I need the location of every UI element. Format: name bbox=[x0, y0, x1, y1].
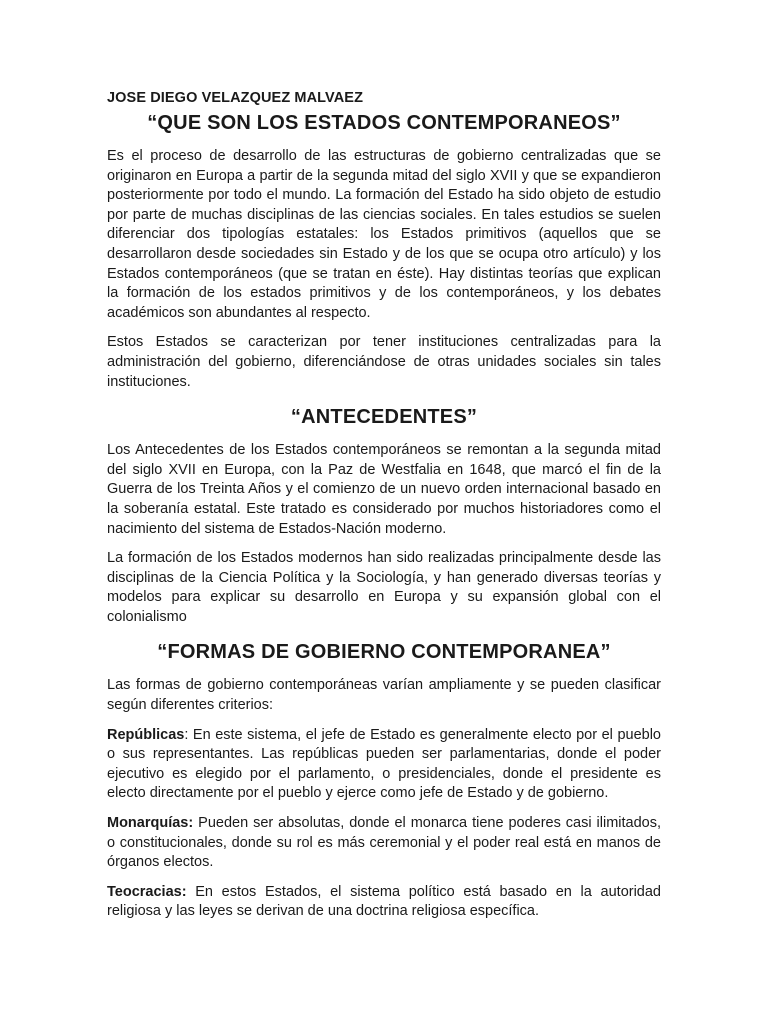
antecedentes-heading: “ANTECEDENTES” bbox=[290, 406, 478, 429]
antecedentes-paragraph-1: Los Antecedentes de los Estados contemporáneos se remontan a la segunda mitad del siglo XVII en Europa, con la Paz de Westfalia en 1648, que marcó el fin de la Guerra de los Treinta Años y el comienzo de un nuevo orden internacional basado en la soberanía estatal. Este tratado es considerado por muchos historiadores como el nacimiento del sistema de Estados-Nación moderno. bbox=[107, 442, 661, 537]
formas-item-label: Repúblicas bbox=[107, 726, 185, 743]
intro-paragraph-2: Estos Estados se caracterizan por tener instituciones centralizadas para la administración del gobierno, diferenciándose de otras unidades sociales sin tales instituciones. bbox=[107, 334, 661, 390]
formas-item-label: Monarquías: bbox=[107, 815, 194, 832]
formas-item-text: Pueden ser absolutas, donde el monarca tiene poderes casi ilimitados, o constitucionales, donde su rol es más ceremonial y el poder real está en manos de órganos electos. bbox=[107, 815, 661, 871]
formas-item-text: En estos Estados, el sistema político está basado en la autoridad religiosa y las leyes se derivan de una doctrina religiosa específica. bbox=[107, 883, 661, 920]
formas-item-label: Teocracias: bbox=[107, 883, 187, 900]
formas-item-monarquias bbox=[107, 814, 661, 873]
formas-item-teocracias bbox=[107, 883, 661, 922]
intro-paragraph-1: Es el proceso de desarrollo de las estructuras de gobierno centralizadas que se originaron en Europa a partir de la segunda mitad del siglo XVII y que se expandieron posteriormente por todo el mundo. La formación del Estado ha sido objeto de estudio por parte de muchas disciplinas de las ciencias sociales. En tales estudios se suelen diferenciar dos tipologías estatales: los Estados primitivos (aquellos que se desarrollaron desde sociedades sin Estado y de los que se ocupa otro artículo) y los Estados contemporáneos (que se tratan en éste). Hay distintas teorías que explican la formación de los estados primitivos y de los contemporáneos, y los debates académicos son abundantes al respecto. bbox=[107, 148, 661, 321]
author-name: JOSE DIEGO VELAZQUEZ MALVAEZ bbox=[107, 90, 364, 106]
formas-intro: Las formas de gobierno contemporáneas varían ampliamente y se pueden clasificar según diferentes criterios: bbox=[107, 677, 661, 714]
document-title: “QUE SON LOS ESTADOS CONTEMPORANEOS” bbox=[147, 112, 621, 134]
formas-heading: “FORMAS DE GOBIERNO CONTEMPORANEA” bbox=[157, 641, 611, 664]
formas-item-text: : En este sistema, el jefe de Estado es generalmente electo por el pueblo o sus representantes. Las repúblicas pueden ser parlamentarias, donde el poder ejecutivo es elegido por el parlamento, o presidenciales, donde el presidente es electo directamente por el pueblo y ejerce como jefe de Estado y de gobierno. bbox=[107, 726, 661, 802]
antecedentes-paragraph-2: La formación de los Estados modernos han sido realizadas principalmente desde las disciplinas de la Ciencia Política y la Sociología, y han generado diversas teorías y modelos para explicar su desarrollo en Europa y su expansión global con el colonialismo bbox=[107, 550, 661, 625]
formas-item-republicas bbox=[107, 726, 661, 804]
